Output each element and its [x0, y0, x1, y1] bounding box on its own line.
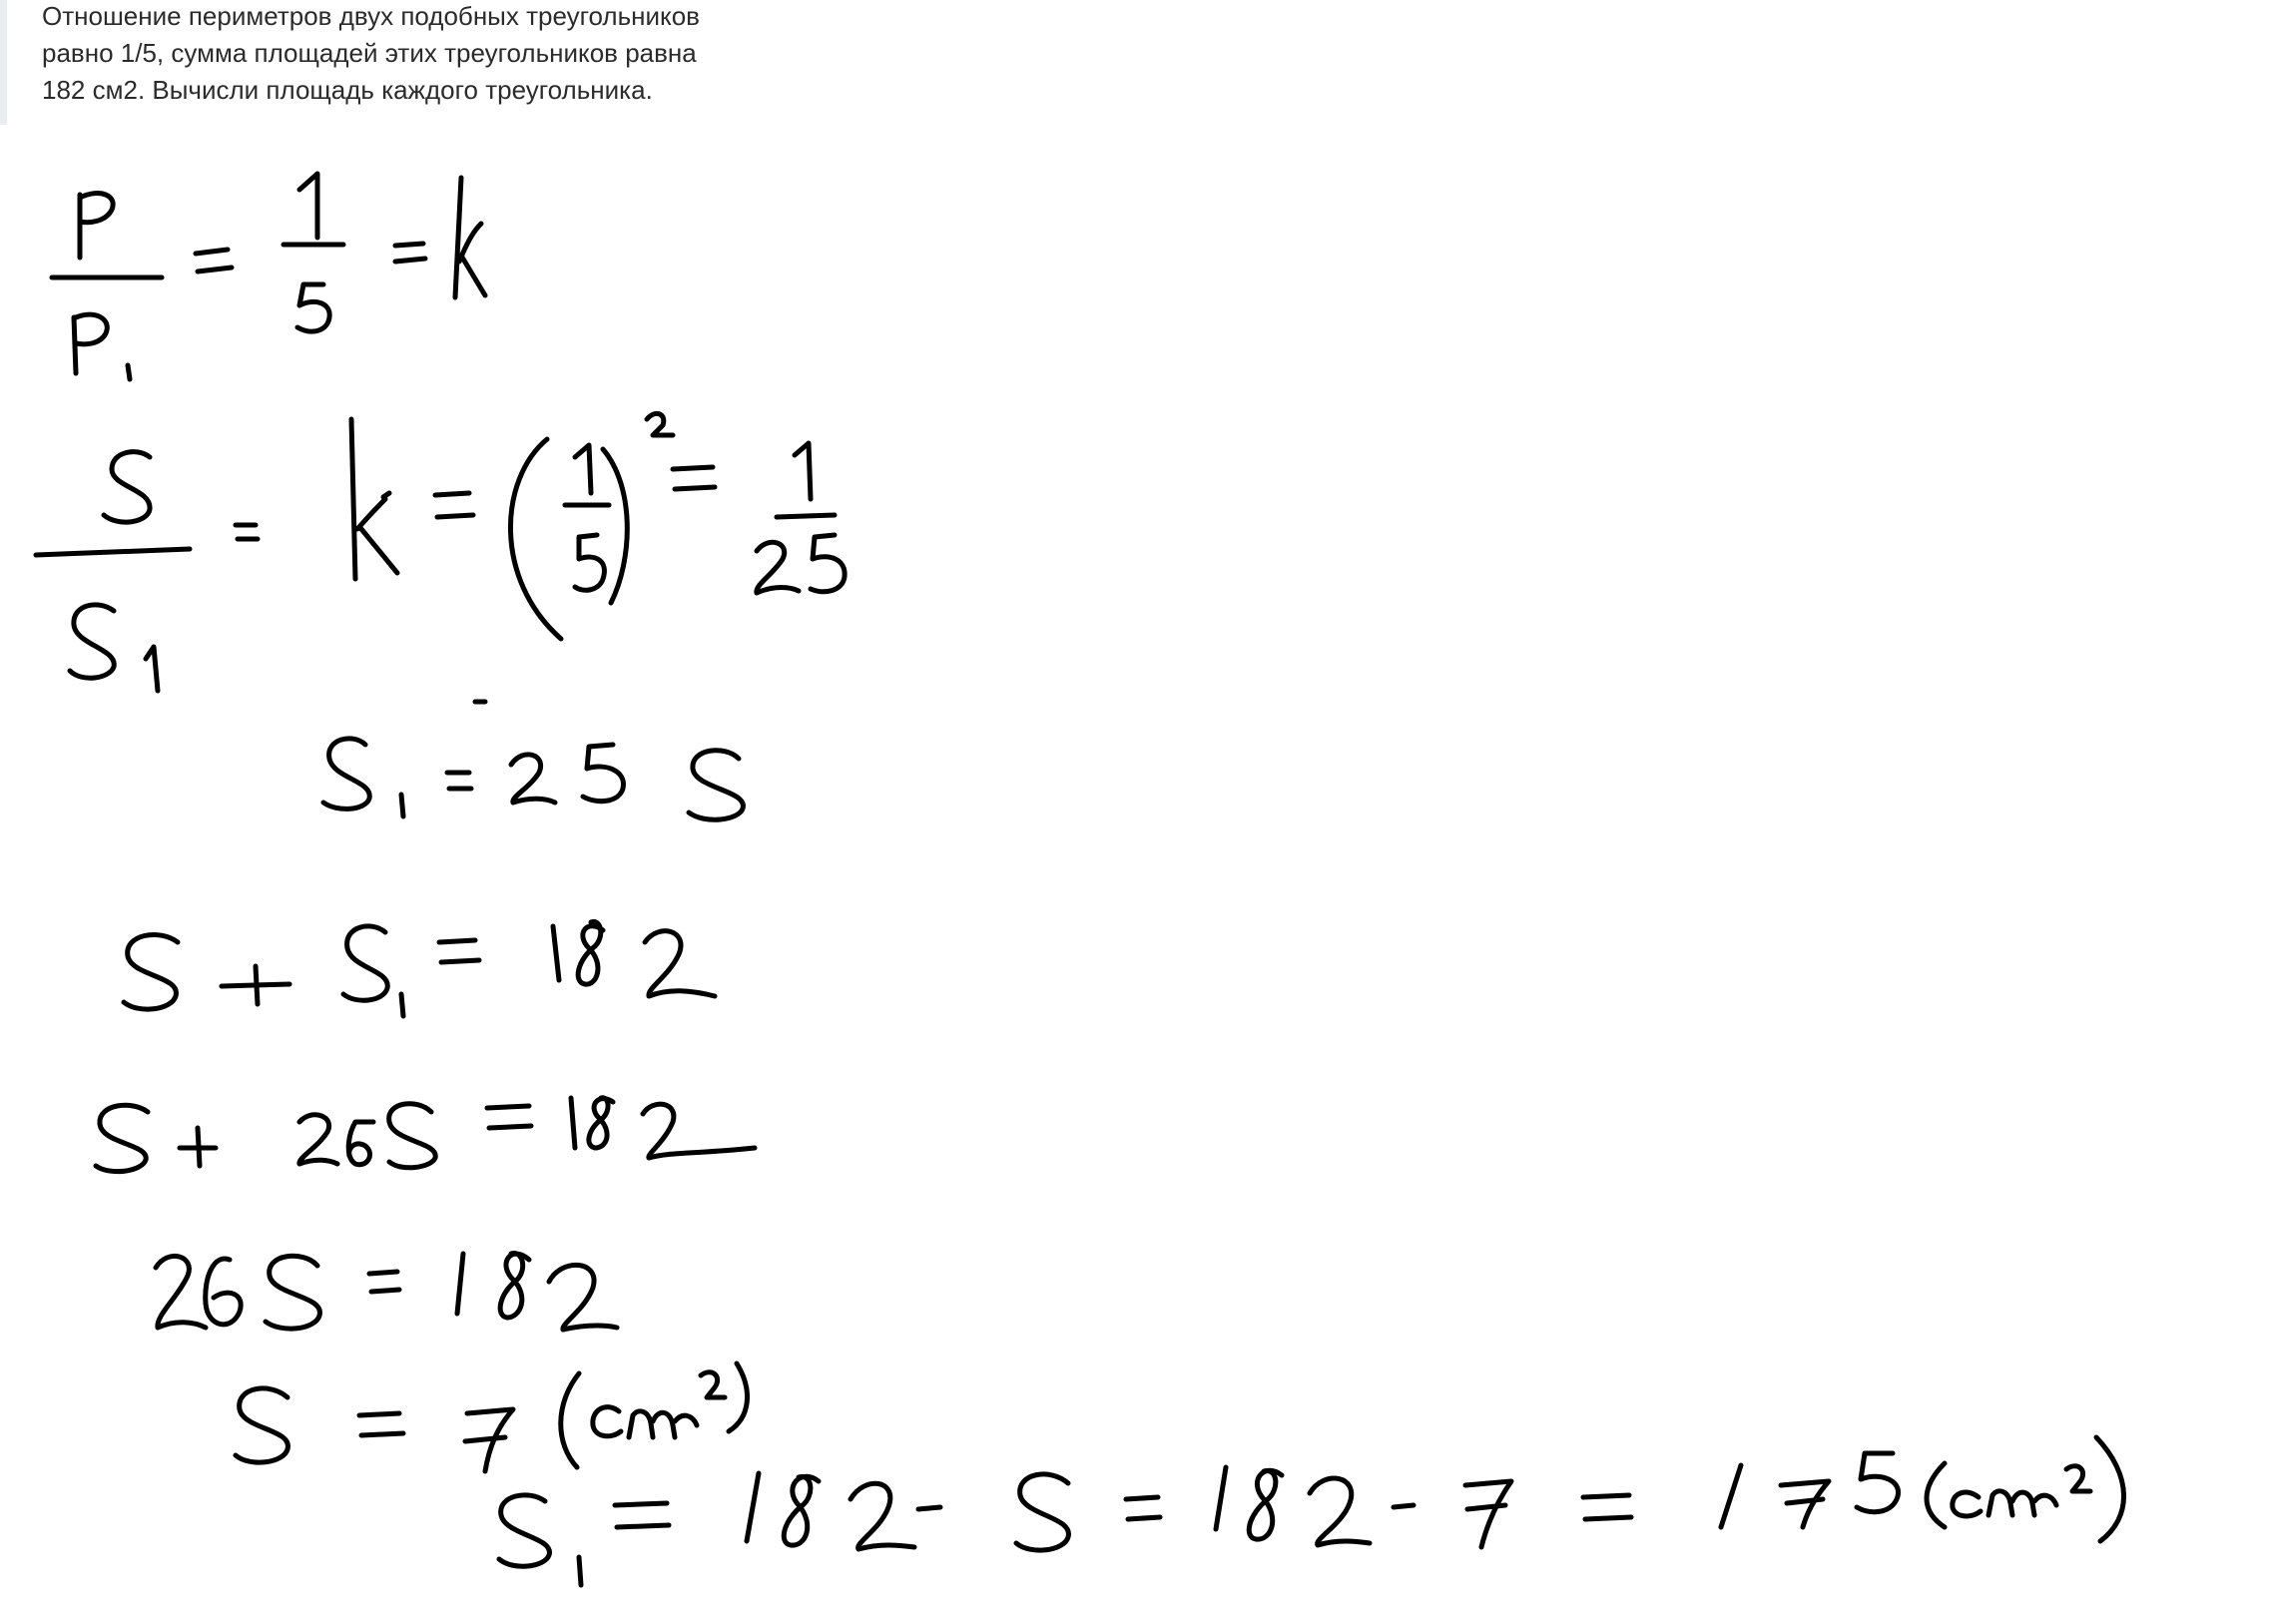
solution-line-6: [156, 1253, 617, 1330]
solution-line-7: [236, 1363, 747, 1471]
solution-line-5: [96, 1098, 755, 1172]
solution-line-4: [124, 921, 715, 1016]
problem-line-2: равно 1/5, сумма площадей этих треугольников равна: [42, 38, 697, 68]
solution-line-8: [499, 1437, 2124, 1585]
solution-line-1-perimeter-ratio: [52, 174, 485, 379]
solution-line-2-area-ratio: [36, 413, 845, 691]
problem-line-1: Отношение периметров двух подобных треугольников: [42, 1, 700, 31]
solution-line-3: [323, 739, 743, 819]
problem-line-3: 182 см2. Вычисли площадь каждого треугольника.: [42, 75, 653, 105]
